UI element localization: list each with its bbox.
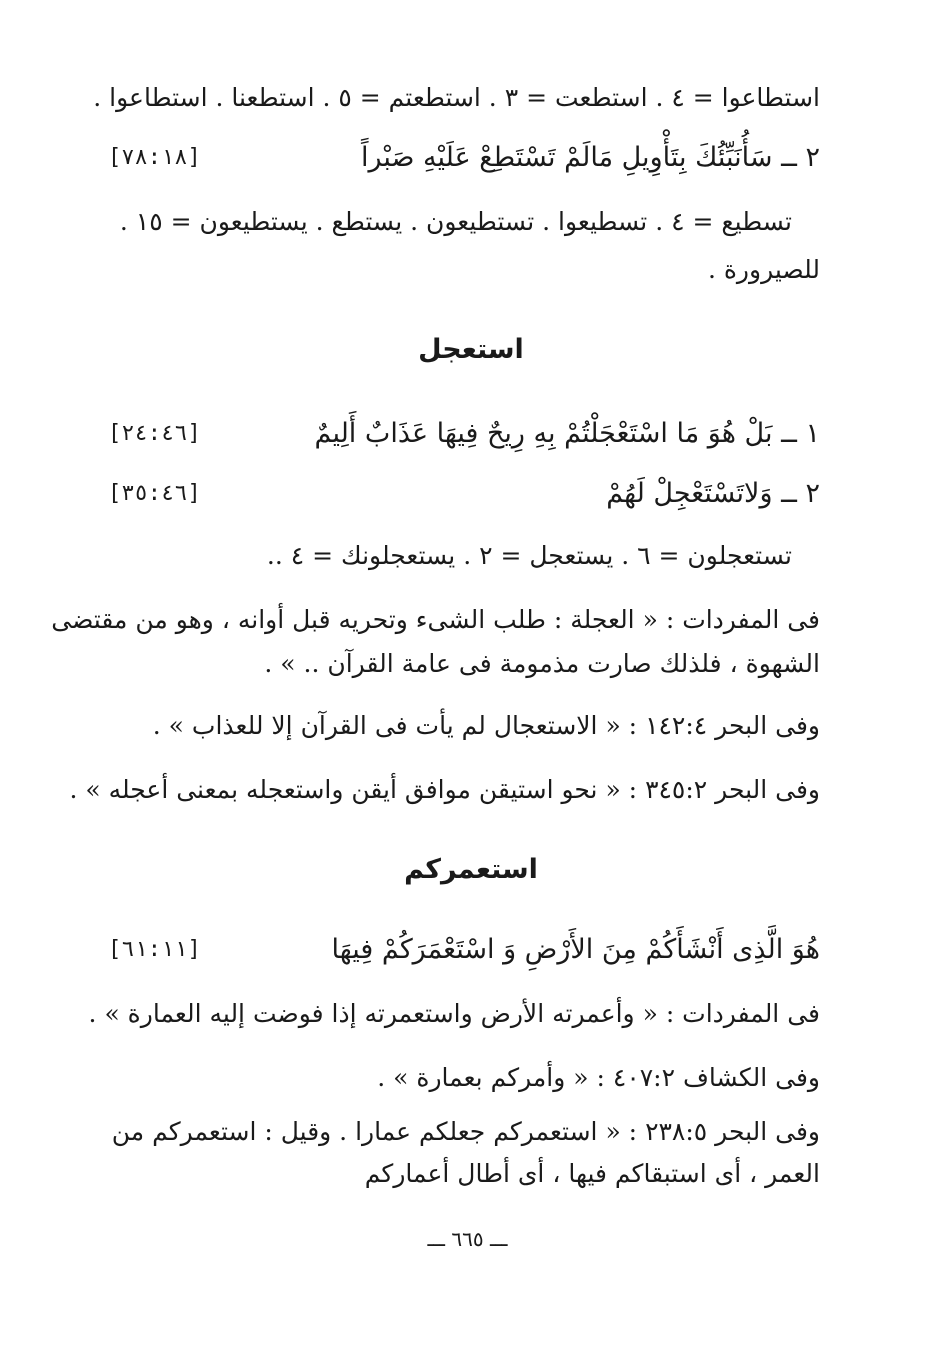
section1-verse-1-ref: [٢٤:٤٦] — [108, 421, 201, 446]
section2-bahr-line-2: العمر ، أى استبقاكم فيها ، أى أطال أعماركم — [364, 1159, 820, 1188]
section2-mufradat: فى المفردات : « وأعمرته الأرض واستعمرته إذا فوضت إليه العمارة » . — [88, 999, 820, 1028]
section1-verse-1-text: ١ ــ بَلْ هُوَ مَا اسْتَعْجَلْتُمْ بِهِ رِيحٌ فِيهَا عَذَابٌ أَلِيمٌ — [314, 418, 820, 449]
page-number: ـــ ٦٦٥ ـــ — [427, 1227, 508, 1251]
section2-bahr-line-1: وفى البحر ٢٣٨:٥ : « استعمركم جعلكم عمارا . وقيل : استعمركم من — [111, 1117, 820, 1146]
section1-bahr-2: وفى البحر ٣٤٥:٢ : « نحو استيقن موافق أيقن واستعجله بمعنى أعجله » . — [69, 775, 820, 804]
section1-verse-2-ref: [٣٥:٤٦] — [108, 481, 201, 506]
section-heading-istamarakum: استعمركم — [404, 854, 538, 885]
section-heading-istajal: استعجل — [418, 334, 524, 365]
section2-kashshaf: وفى الكشاف ٤٠٧:٢ : « وأمركم بعمارة » . — [377, 1063, 820, 1092]
forms-line-2: تسطيع = ٤ . تسطيعوا . تستطيعون . يستطع . يستطيعون = ١٥ . — [119, 207, 792, 236]
section2-verse-text: هُوَ الَّذِى أَنْشَأَكُمْ مِنَ الأَرْضِ وَ اسْتَعْمَرَكُمْ فِيهَا — [331, 934, 820, 965]
forms-line-1: استطاعوا = ٤ . استطعت = ٣ . استطعتم = ٥ . استطعنا . استطاعوا . — [93, 83, 820, 112]
section1-forms: تستعجلون = ٦ . يستعجل = ٢ . يستعجلونك = ٤ .. — [266, 541, 792, 570]
verse-2-text: ٢ ــ سَأُنَبِّئُكَ بِتَأْوِيلِ مَالَمْ تَسْتَطِعْ عَلَيْهِ صَبْراً — [360, 142, 820, 173]
section1-verse-2-text: ٢ ــ وَلاتَسْتَعْجِلْ لَهُمْ — [606, 478, 820, 509]
section2-verse-ref: [٦١:١١] — [108, 937, 201, 962]
note-line: للصيرورة . — [707, 255, 820, 284]
verse-2-ref: [٧٨:١٨] — [108, 145, 201, 170]
section1-mufradat-line-1: فى المفردات : « العجلة : طلب الشىء وتحريه قبل أوانه ، وهو من مقتضى — [51, 605, 820, 634]
section1-mufradat-line-2: الشهوة ، فلذلك صارت مذمومة فى عامة القرآن .. » . — [264, 649, 820, 678]
section1-bahr-1: وفى البحر ١٤٢:٤ : « الاستعجال لم يأت فى القرآن إلا للعذاب » . — [152, 711, 820, 740]
